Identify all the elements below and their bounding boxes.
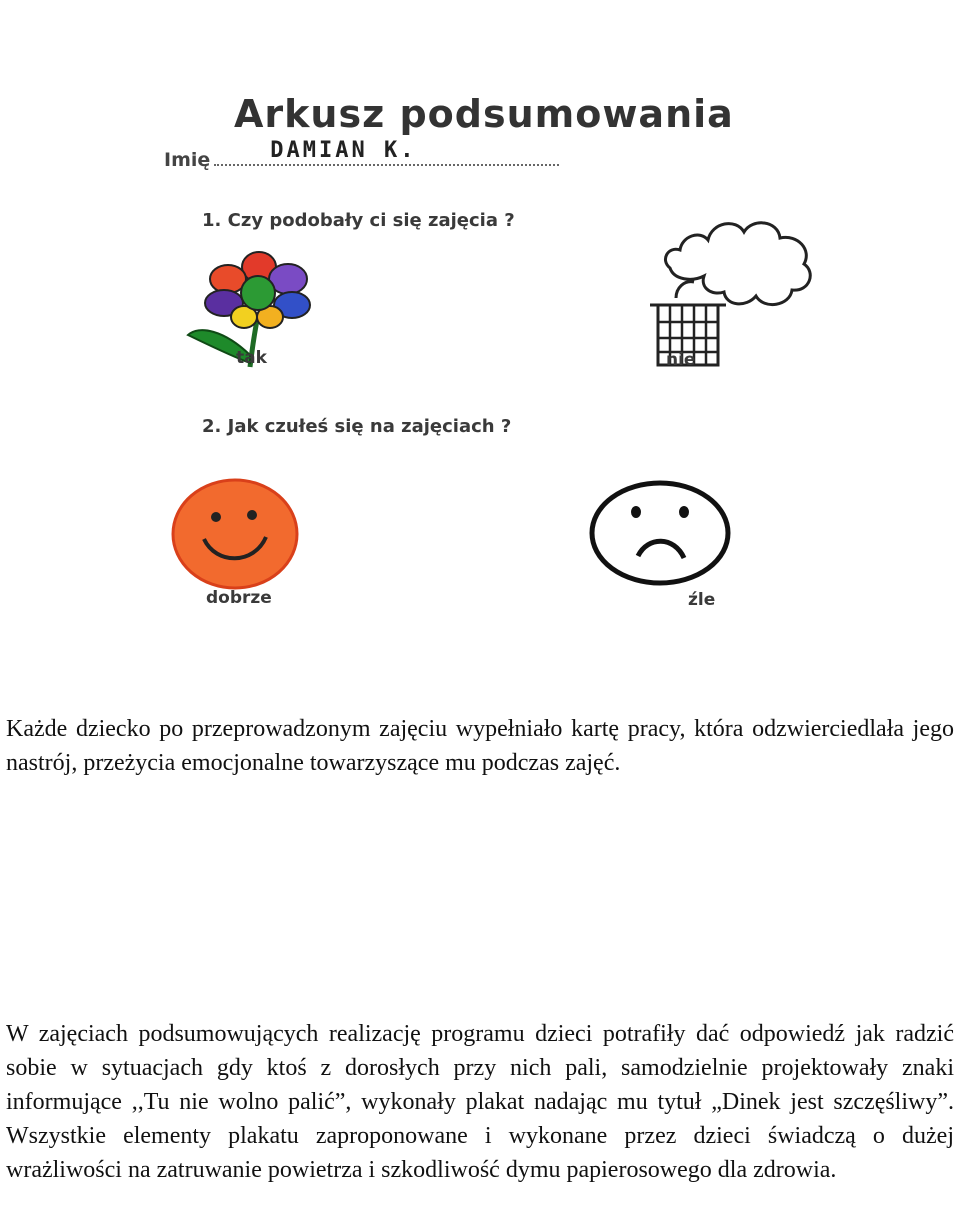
- paragraph-1: Każde dziecko po przeprowadzonym zajęciu wypełniało kartę pracy, która odzwierciedlała jego nastrój, przeżycia emocjonalne towarzyszące mu podczas zajęć.: [6, 716, 954, 776]
- name-label: Imię: [164, 149, 211, 171]
- question-1: 1. Czy podobały ci się zajęcia ?: [202, 210, 515, 231]
- factory-chimney-smoke-icon: [640, 210, 830, 370]
- name-row: [164, 138, 559, 171]
- option-bad-label: źle: [688, 590, 716, 610]
- worksheet-scan: [150, 80, 830, 640]
- option-no-label: nie: [666, 350, 696, 370]
- question-2: 2. Jak czułeś się na zajęciach ?: [202, 416, 512, 437]
- option-good-label: dobrze: [206, 588, 272, 608]
- sad-face-icon: [586, 478, 734, 588]
- paragraph-2: W zajęciach podsumowujących realizację programu dzieci potrafiły dać odpowiedź jak radzić sobie w sytuacjach gdy ktoś z dorosłych przy nich pali, samodzielnie projektowały znaki informujące ,,Tu nie wolno palić”, wykonały plakat nadając mu tytuł „Dinek jest szczęśliwy”. Wszystkie elementy plakatu zaproponowane i wykonane przez dzieci świadczą o dużej wrażliwości na zatruwanie powietrza i szkodliwość dymu papierosowego dla zdrowia.: [6, 1021, 954, 1183]
- option-yes-label: tak: [236, 348, 267, 368]
- name-line: [214, 138, 559, 166]
- name-value: DAMIAN K.: [270, 138, 417, 163]
- worksheet-title: Arkusz podsumowania: [234, 92, 734, 136]
- happy-face-icon: [168, 475, 302, 593]
